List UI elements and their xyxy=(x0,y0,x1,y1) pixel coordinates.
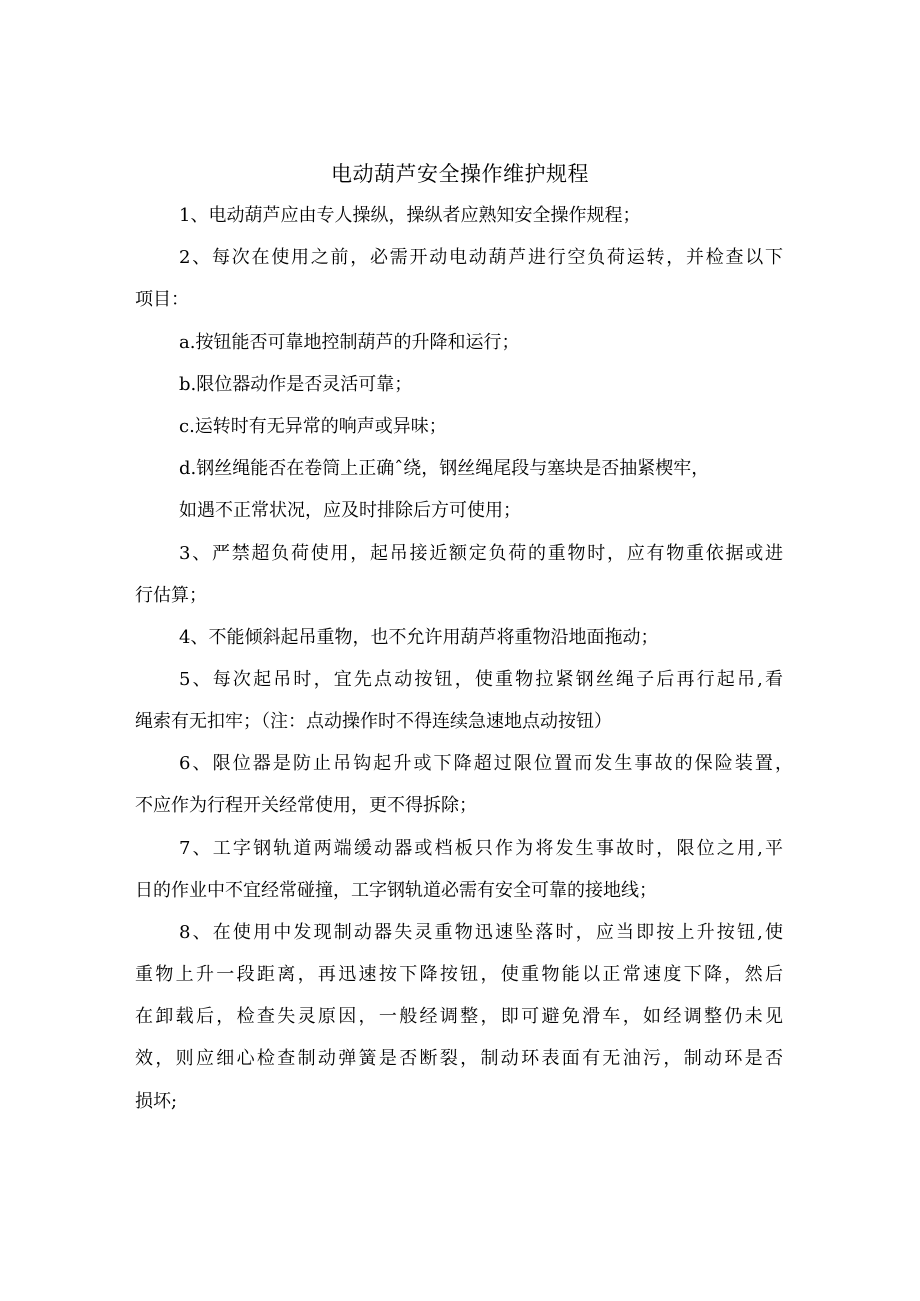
item-2c-line: c.运转时有无异常的响声或异味； xyxy=(179,416,447,437)
item-3-line-2: 行估算； xyxy=(135,585,207,606)
item-2b-line: b.限位器动作是否灵活可靠； xyxy=(179,374,413,395)
item-8-line-1: 8、在使用中发现制动器失灵重物迅速坠落时，应当即按上升按钮,使 xyxy=(179,922,783,943)
item-8-line-3: 在卸载后，检查失灵原因，一般经调整，即可避免滑车，如经调整仍未见 xyxy=(135,1006,783,1027)
item-7-line-1: 7、工字钢轨道两端缓动器或档板只作为将发生事故时，限位之用,平 xyxy=(179,838,783,859)
item-3-line-1: 3、严禁超负荷使用，起吊接近额定负荷的重物时，应有物重依据或进 xyxy=(179,543,783,564)
item-6-line-1: 6、限位器是防止吊钩起升或下降超过限位置而发生事故的保险装置， xyxy=(179,753,793,774)
document-title: 电动葫芦安全操作维护规程 xyxy=(331,162,589,186)
item-7-line-2: 日的作业中不宜经常碰撞，工字钢轨道必需有安全可靠的接地线； xyxy=(135,880,657,901)
item-4-line: 4、不能倾斜起吊重物，也不允许用葫芦将重物沿地面拖动； xyxy=(179,627,659,648)
item-6-line-2: 不应作为行程开关经常使用，更不得拆除； xyxy=(135,795,477,816)
item-8-line-4: 效，则应细心检查制动弹簧是否断裂，制动环表面有无油污，制动环是否 xyxy=(135,1048,783,1069)
item-2-line-2: 项目： xyxy=(135,289,189,310)
item-2d-line: d.钢丝绳能否在卷筒上正确ˆ绕，钢丝绳尾段与塞块是否抽紧楔牢， xyxy=(179,458,710,479)
item-2-note-line: 如遇不正常状况，应及时排除后方可使用； xyxy=(179,500,521,521)
item-5-line-2: 绳索有无扣牢；（注：点动操作时不得连续急速地点动按钮） xyxy=(135,711,612,732)
item-8-line-5: 损坏; xyxy=(135,1091,178,1112)
item-2-line-1: 2、每次在使用之前，必需开动电动葫芦进行空负荷运转，并检查以下 xyxy=(179,247,783,268)
item-1-line: 1、电动葫芦应由专人操纵，操纵者应熟知安全操作规程； xyxy=(179,205,641,226)
item-2a-line: a.按钮能否可靠地控制葫芦的升降和运行； xyxy=(179,332,520,353)
item-5-line-1: 5、每次起吊时，宜先点动按钮，使重物拉紧钢丝绳子后再行起吊,看 xyxy=(179,669,783,690)
item-8-line-2: 重物上升一段距离，再迅速按下降按钮，使重物能以正常速度下降，然后 xyxy=(135,964,783,985)
